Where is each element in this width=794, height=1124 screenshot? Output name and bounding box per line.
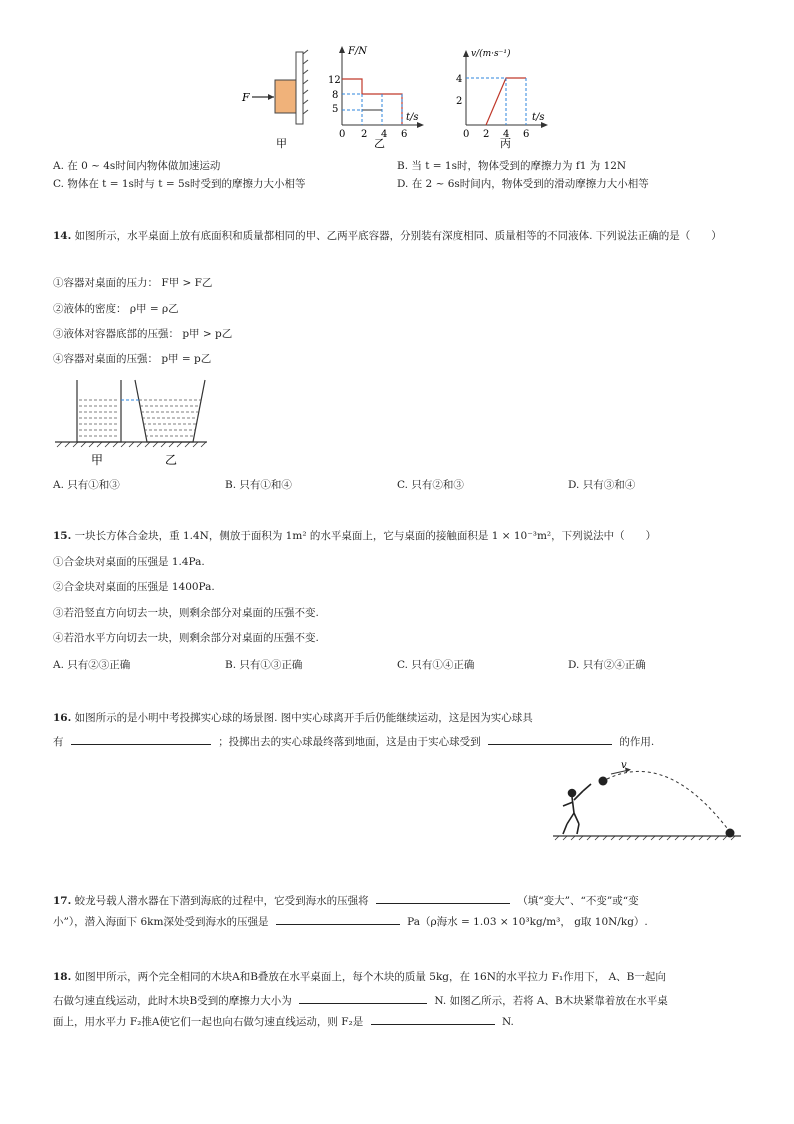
yi-axis-x-label: t/s [406,112,419,123]
q17-line1b: （填“变大”、“不变”或“变 [517,895,639,907]
q15-option-d: D. 只有②④正确 [568,659,646,671]
bing-xtick-6: 6 [523,129,530,140]
q15-statement-4: ④若沿水平方向切去一块，则剩余部分对桌面的压强不变. [53,632,319,644]
q15-option-b: B. 只有①③正确 [225,659,303,671]
q14-fig-label-jia: 甲 [91,453,104,467]
q14-stem-text: 如图所示，水平桌面上放有底面积和质量都相同的甲、乙两平底容器，分别装有深度相同、质量相等的不同液体. 下列说法正确的是（ ） [74,230,722,242]
q16-line2a: 有 [53,736,64,748]
q14-statement-3: ③液体对容器底部的压强： p甲 > p乙 [53,328,233,340]
bing-xtick-0: 0 [463,129,470,140]
q15-option-a: A. 只有②③正确 [53,659,131,671]
figure-jia [241,50,308,150]
q17-line1a: 蛟龙号载人潜水器在下潜到海底的过程中，它受到海水的压强将 [74,895,369,907]
q17-blank-1[interactable] [376,891,510,904]
q18-line-3 [53,1012,514,1029]
yi-xtick-0: 0 [339,129,346,140]
ball-trajectory [607,771,730,832]
q14-statement-2: ②液体的密度： ρ甲 = ρ乙 [53,303,179,315]
q16-blank-2[interactable] [488,732,612,745]
ball-end [726,829,735,838]
q17-number: 17. [53,895,72,907]
q14-number: 14. [53,230,72,242]
q14-figure [55,375,215,470]
q18-line2a: 右做匀速直线运动，此时木块B受到的摩擦力大小为 [53,995,292,1007]
bing-xtick-2: 2 [483,129,490,140]
q14-option-b: B. 只有①和④ [225,479,292,491]
figure-yi [328,46,424,150]
q18-number: 18. [53,971,72,983]
q14-option-d: D. 只有③和④ [568,479,636,491]
q15-statement-2: ②合金块对桌面的压强是 1400Pa. [53,581,215,593]
q16-number: 16. [53,712,72,724]
yi-ytick-12: 12 [328,75,341,86]
q16-blank-1[interactable] [71,732,211,745]
yi-xtick-6: 6 [401,129,408,140]
q18-line1: 如图甲所示，两个完全相同的木块A和B叠放在水平桌面上，每个木块的质量 5kg，在 16N的水平拉力 F₁作用下， A、B一起向 [74,971,666,983]
q16-line2b: ；投掷出去的实心球最终落到地面，这是由于实心球受到 [218,736,481,748]
label-bing: 丙 [500,137,511,150]
q16-line-2 [53,732,654,749]
q14-fig-label-yi: 乙 [165,453,178,467]
q16-line-1 [53,711,533,725]
q18-line3b: N. [501,1016,514,1028]
q15-option-c: C. 只有①④正确 [397,659,475,671]
q13-option-d: D. 在 2 ~ 6s时间内，物体受到的滑动摩擦力大小相等 [397,178,649,190]
yi-xtick-2: 2 [361,129,368,140]
yi-axis-y-label: F/N [348,46,368,57]
q17-line-2 [53,912,648,929]
label-jia: 甲 [276,137,287,150]
figure-bing [456,48,548,150]
q14-option-a: A. 只有①和③ [53,479,120,491]
bing-axis-x-label: t/s [532,112,545,123]
q17-line-1 [53,891,639,908]
label-yi: 乙 [374,137,385,150]
q16-line2c: 的作用. [619,736,655,748]
q15-statement-1: ①合金块对桌面的压强是 1.4Pa. [53,556,205,568]
velocity-label: v [621,760,627,771]
q13-option-c: C. 物体在 t = 1s时与 t = 5s时受到的摩擦力大小相等 [53,178,306,190]
ball-start [599,777,608,786]
container-jia [77,380,121,442]
bing-ytick-4: 4 [456,74,463,85]
q15-stem-text: 一块长方体合金块，重 1.4N，侧放于面积为 1m² 的水平桌面上，它与桌面的接触面积是 1 × 10⁻³m²，下列说法中（ ） [74,530,657,542]
q16-figure [553,758,743,848]
q17-line2b: Pa（ρ海水 = 1.03 × 10³kg/m³， g取 10N/kg）. [407,916,648,928]
force-label: F [242,91,250,104]
yi-force-line [342,79,402,125]
q18-line-1 [53,970,666,984]
q14-statement-1: ①容器对桌面的压力： F甲 > F乙 [53,277,213,289]
q18-line3a: 面上，用水平力 F₂推A使它们一起也向右做匀速直线运动，则 F₂是 [53,1016,364,1028]
bing-ytick-2: 2 [456,96,463,107]
bing-xtick-4: 4 [503,129,510,140]
yi-xtick-4: 4 [381,129,388,140]
q14-stem [53,226,743,247]
q15-number: 15. [53,530,72,542]
block [275,80,296,113]
q13-option-a: A. 在 0 ~ 4s时间内物体做加速运动 [53,160,221,172]
q18-line-2 [53,991,668,1008]
yi-ytick-8: 8 [332,90,339,101]
q15-statement-3: ③若沿竖直方向切去一块，则剩余部分对桌面的压强不变. [53,607,319,619]
q18-blank-2[interactable] [371,1012,495,1025]
container-yi [135,380,205,442]
q17-blank-2[interactable] [276,912,400,925]
figure-top [230,40,560,155]
q17-line2a: 小”），潜入海面下 6km深处受到海水的压强是 [53,916,269,928]
thrower [563,784,591,834]
bing-axis-y-label: v/(m·s⁻¹) [471,49,511,59]
q15-stem [53,529,656,543]
q14-statement-4: ④容器对桌面的压强： p甲 = p乙 [53,353,212,365]
q16-line1-text: 如图所示的是小明中考投掷实心球的场景图. 图中实心球离开手后仍能继续运动，这是因为实心球具 [74,712,533,724]
yi-ytick-5: 5 [332,104,339,115]
q13-option-b: B. 当 t = 1s时，物体受到的摩擦力为 f1 为 12N [397,160,627,172]
q18-blank-1[interactable] [299,991,427,1004]
q18-line2b: N. 如图乙所示，若将 A、B木块紧靠着放在水平桌 [434,995,668,1007]
q14-option-c: C. 只有②和③ [397,479,464,491]
